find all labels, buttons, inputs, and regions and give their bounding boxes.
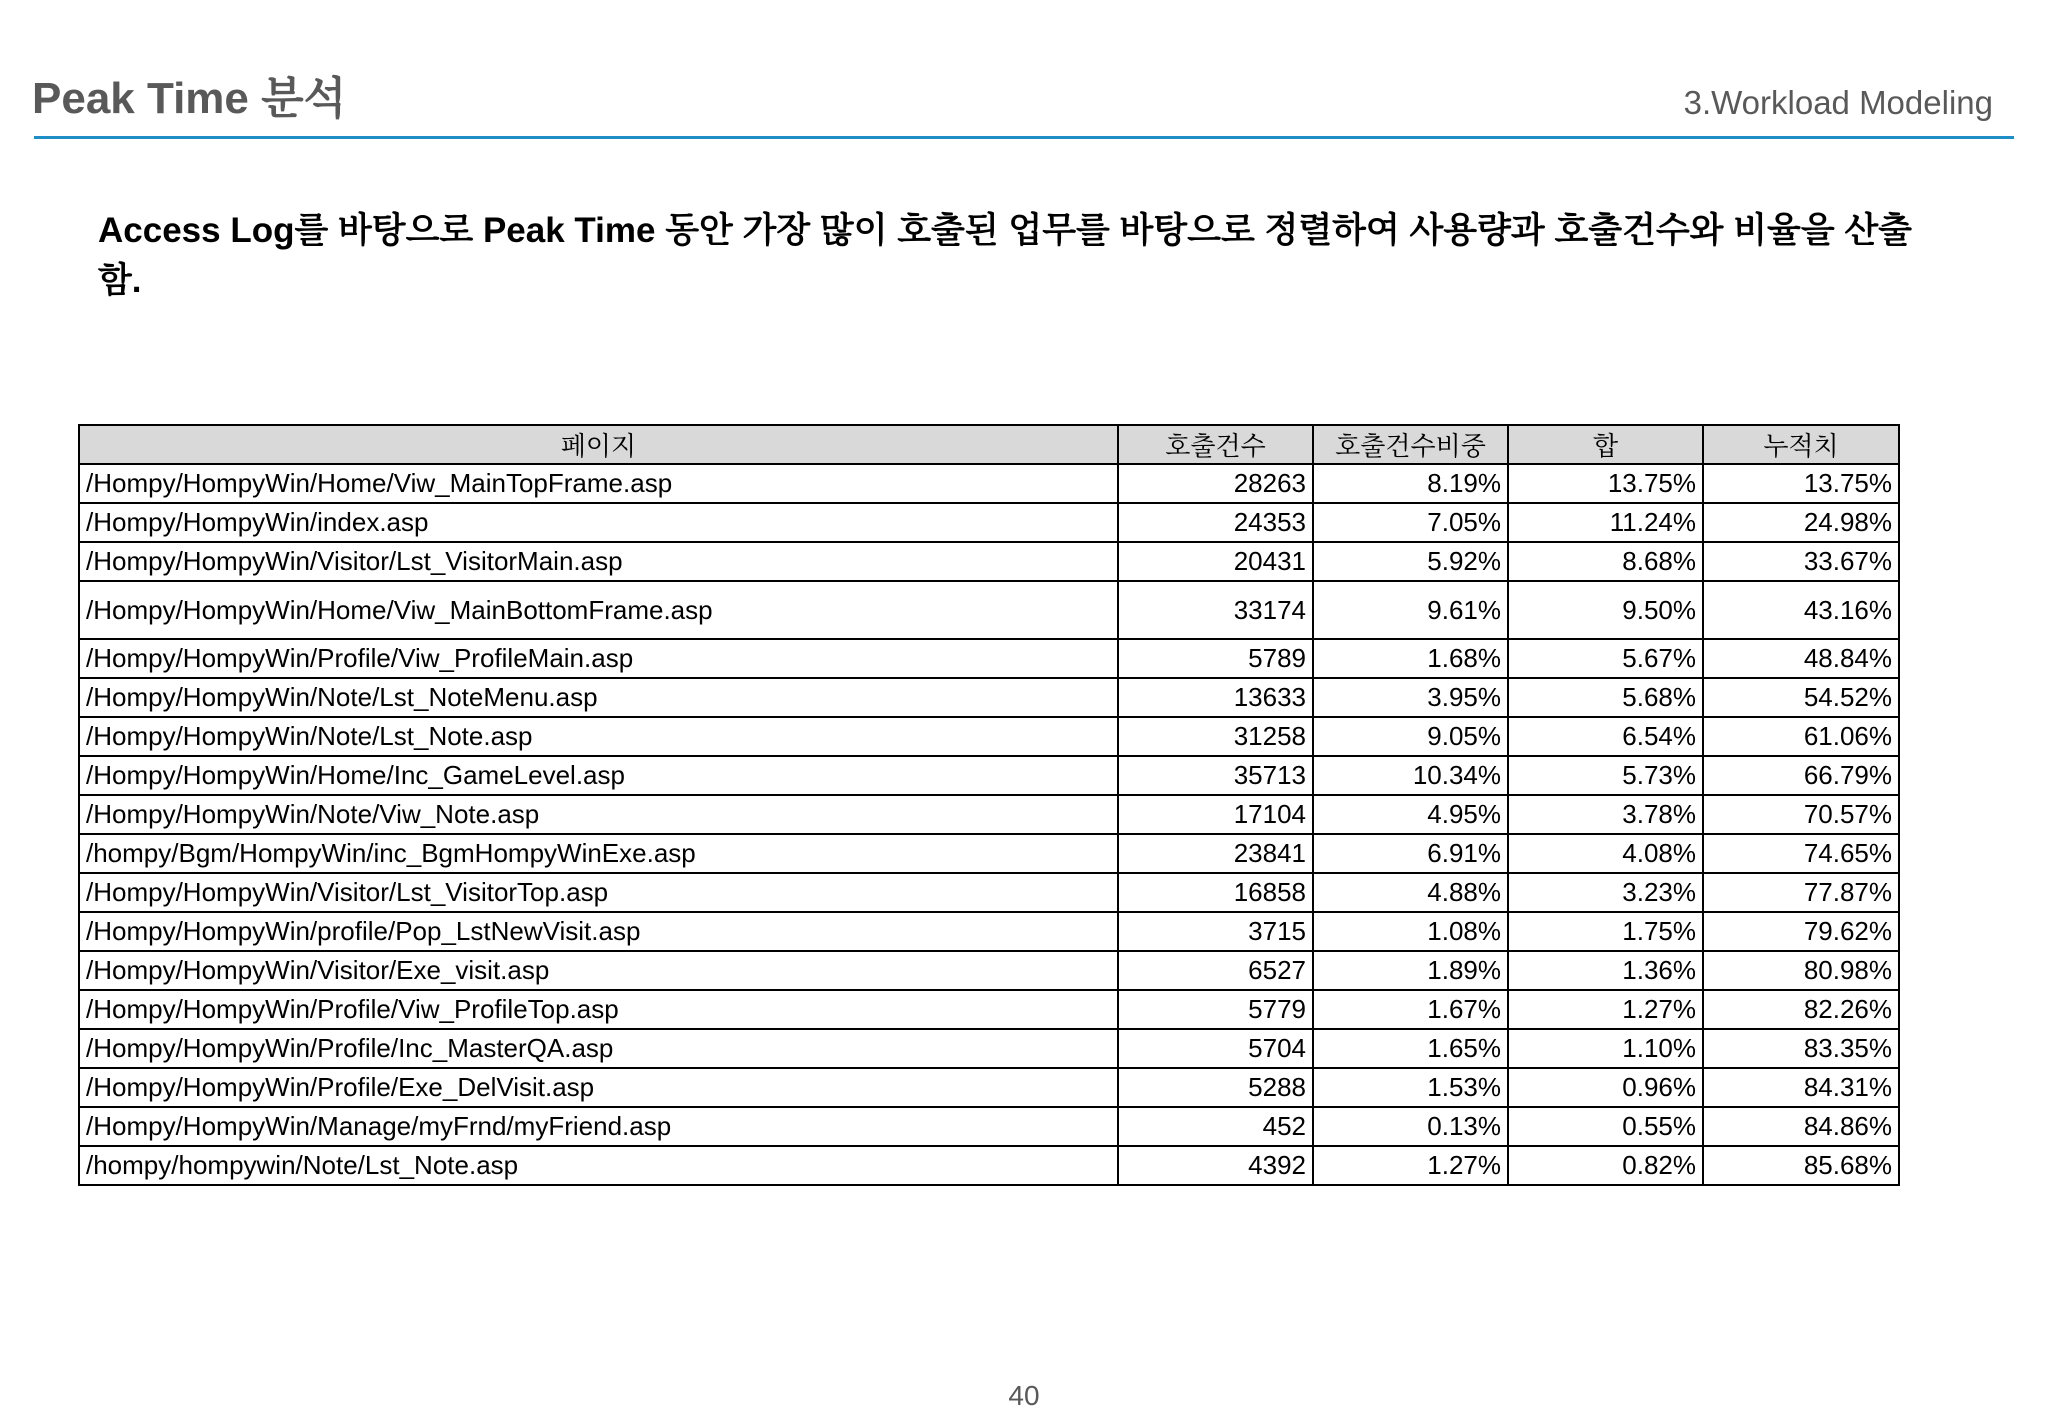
table-row — [79, 990, 1899, 1029]
cell-call-ratio: 8.19% — [1313, 464, 1508, 503]
cell-calls: 35713 — [1118, 756, 1313, 795]
cell-page: /Hompy/HompyWin/Visitor/Lst_VisitorMain.asp — [79, 542, 1118, 581]
cell-page: /Hompy/HompyWin/index.asp — [79, 503, 1118, 542]
cell-page: /hompy/hompywin/Note/Lst_Note.asp — [79, 1146, 1118, 1185]
cell-sum: 9.50% — [1508, 581, 1703, 639]
peak-time-table — [78, 424, 1900, 1186]
cell-calls: 4392 — [1118, 1146, 1313, 1185]
cell-calls: 3715 — [1118, 912, 1313, 951]
cell-page: /Hompy/HompyWin/Home/Viw_MainBottomFrame.asp — [79, 581, 1118, 639]
cell-call-ratio: 1.53% — [1313, 1068, 1508, 1107]
cell-calls: 5288 — [1118, 1068, 1313, 1107]
column-header-cumulative: 누적치 — [1703, 425, 1899, 464]
cell-sum: 11.24% — [1508, 503, 1703, 542]
cell-sum: 5.73% — [1508, 756, 1703, 795]
table-row — [79, 795, 1899, 834]
table-row — [79, 581, 1899, 639]
cell-call-ratio: 7.05% — [1313, 503, 1508, 542]
table-row — [79, 834, 1899, 873]
column-header-page: 페이지 — [79, 425, 1118, 464]
cell-call-ratio: 5.92% — [1313, 542, 1508, 581]
cell-calls: 28263 — [1118, 464, 1313, 503]
cell-sum: 8.68% — [1508, 542, 1703, 581]
cell-sum: 0.55% — [1508, 1107, 1703, 1146]
cell-sum: 3.23% — [1508, 873, 1703, 912]
cell-page: /Hompy/HompyWin/Note/Viw_Note.asp — [79, 795, 1118, 834]
table-row — [79, 717, 1899, 756]
table-row — [79, 951, 1899, 990]
cell-sum: 3.78% — [1508, 795, 1703, 834]
table-row — [79, 1068, 1899, 1107]
cell-page: /Hompy/HompyWin/Note/Lst_Note.asp — [79, 717, 1118, 756]
cell-page: /Hompy/HompyWin/Visitor/Exe_visit.asp — [79, 951, 1118, 990]
cell-calls: 17104 — [1118, 795, 1313, 834]
cell-call-ratio: 1.68% — [1313, 639, 1508, 678]
cell-cumulative: 70.57% — [1703, 795, 1899, 834]
cell-cumulative: 84.86% — [1703, 1107, 1899, 1146]
cell-page: /Hompy/HompyWin/Profile/Viw_ProfileTop.asp — [79, 990, 1118, 1029]
cell-call-ratio: 1.08% — [1313, 912, 1508, 951]
cell-page: /Hompy/HompyWin/Manage/myFrnd/myFriend.asp — [79, 1107, 1118, 1146]
cell-call-ratio: 6.91% — [1313, 834, 1508, 873]
cell-cumulative: 82.26% — [1703, 990, 1899, 1029]
cell-call-ratio: 1.27% — [1313, 1146, 1508, 1185]
table-body — [79, 464, 1899, 1185]
cell-sum: 1.36% — [1508, 951, 1703, 990]
cell-cumulative: 83.35% — [1703, 1029, 1899, 1068]
cell-cumulative: 84.31% — [1703, 1068, 1899, 1107]
cell-page: /Hompy/HompyWin/Profile/Viw_ProfileMain.asp — [79, 639, 1118, 678]
table-row — [79, 464, 1899, 503]
cell-page: /Hompy/HompyWin/Profile/Exe_DelVisit.asp — [79, 1068, 1118, 1107]
cell-call-ratio: 4.88% — [1313, 873, 1508, 912]
page-number: 40 — [1008, 1380, 1040, 1411]
cell-cumulative: 77.87% — [1703, 873, 1899, 912]
cell-calls: 20431 — [1118, 542, 1313, 581]
cell-cumulative: 66.79% — [1703, 756, 1899, 795]
cell-call-ratio: 10.34% — [1313, 756, 1508, 795]
cell-sum: 1.27% — [1508, 990, 1703, 1029]
column-header-calls: 호출건수 — [1118, 425, 1313, 464]
cell-page: /Hompy/HompyWin/Note/Lst_NoteMenu.asp — [79, 678, 1118, 717]
table-row — [79, 756, 1899, 795]
column-header-sum: 합 — [1508, 425, 1703, 464]
cell-call-ratio: 0.13% — [1313, 1107, 1508, 1146]
cell-call-ratio: 9.61% — [1313, 581, 1508, 639]
cell-cumulative: 48.84% — [1703, 639, 1899, 678]
section-label: 3.Workload Modeling — [1683, 84, 1993, 121]
table-row — [79, 503, 1899, 542]
table-row — [79, 1146, 1899, 1185]
cell-sum: 0.82% — [1508, 1146, 1703, 1185]
cell-call-ratio: 4.95% — [1313, 795, 1508, 834]
table-row — [79, 1029, 1899, 1068]
cell-calls: 5704 — [1118, 1029, 1313, 1068]
cell-calls: 13633 — [1118, 678, 1313, 717]
cell-sum: 6.54% — [1508, 717, 1703, 756]
cell-calls: 33174 — [1118, 581, 1313, 639]
cell-calls: 24353 — [1118, 503, 1313, 542]
cell-page: /Hompy/HompyWin/Home/Viw_MainTopFrame.asp — [79, 464, 1118, 503]
cell-page: /Hompy/HompyWin/Home/Inc_GameLevel.asp — [79, 756, 1118, 795]
cell-call-ratio: 1.65% — [1313, 1029, 1508, 1068]
cell-cumulative: 79.62% — [1703, 912, 1899, 951]
table-row — [79, 912, 1899, 951]
cell-sum: 5.67% — [1508, 639, 1703, 678]
cell-call-ratio: 9.05% — [1313, 717, 1508, 756]
cell-page: /hompy/Bgm/HompyWin/inc_BgmHompyWinExe.asp — [79, 834, 1118, 873]
table-row — [79, 678, 1899, 717]
table-row — [79, 639, 1899, 678]
cell-cumulative: 54.52% — [1703, 678, 1899, 717]
cell-cumulative: 61.06% — [1703, 717, 1899, 756]
cell-sum: 1.75% — [1508, 912, 1703, 951]
cell-calls: 5789 — [1118, 639, 1313, 678]
cell-calls: 23841 — [1118, 834, 1313, 873]
cell-cumulative: 24.98% — [1703, 503, 1899, 542]
cell-page: /Hompy/HompyWin/Profile/Inc_MasterQA.asp — [79, 1029, 1118, 1068]
cell-page: /Hompy/HompyWin/Visitor/Lst_VisitorTop.asp — [79, 873, 1118, 912]
cell-calls: 6527 — [1118, 951, 1313, 990]
table-header-row — [79, 425, 1899, 464]
cell-calls: 31258 — [1118, 717, 1313, 756]
cell-cumulative: 33.67% — [1703, 542, 1899, 581]
cell-sum: 13.75% — [1508, 464, 1703, 503]
table-row — [79, 1107, 1899, 1146]
table-row — [79, 873, 1899, 912]
cell-sum: 4.08% — [1508, 834, 1703, 873]
column-header-call-ratio: 호출건수비중 — [1313, 425, 1508, 464]
cell-sum: 1.10% — [1508, 1029, 1703, 1068]
cell-sum: 5.68% — [1508, 678, 1703, 717]
description-text: Access Log를 바탕으로 Peak Time 동안 가장 많이 호출된 업무를 바탕으로 정렬하여 사용량과 호출건수와 비율을 산출함. — [98, 211, 1912, 300]
cell-cumulative: 13.75% — [1703, 464, 1899, 503]
cell-page: /Hompy/HompyWin/profile/Pop_LstNewVisit.asp — [79, 912, 1118, 951]
cell-cumulative: 43.16% — [1703, 581, 1899, 639]
cell-calls: 5779 — [1118, 990, 1313, 1029]
table-row — [79, 542, 1899, 581]
cell-cumulative: 74.65% — [1703, 834, 1899, 873]
title-divider — [34, 136, 2014, 139]
cell-sum: 0.96% — [1508, 1068, 1703, 1107]
cell-call-ratio: 1.67% — [1313, 990, 1508, 1029]
cell-call-ratio: 3.95% — [1313, 678, 1508, 717]
cell-calls: 452 — [1118, 1107, 1313, 1146]
cell-call-ratio: 1.89% — [1313, 951, 1508, 990]
page-title: Peak Time 분석 — [32, 74, 347, 123]
cell-cumulative: 80.98% — [1703, 951, 1899, 990]
cell-cumulative: 85.68% — [1703, 1146, 1899, 1185]
cell-calls: 16858 — [1118, 873, 1313, 912]
